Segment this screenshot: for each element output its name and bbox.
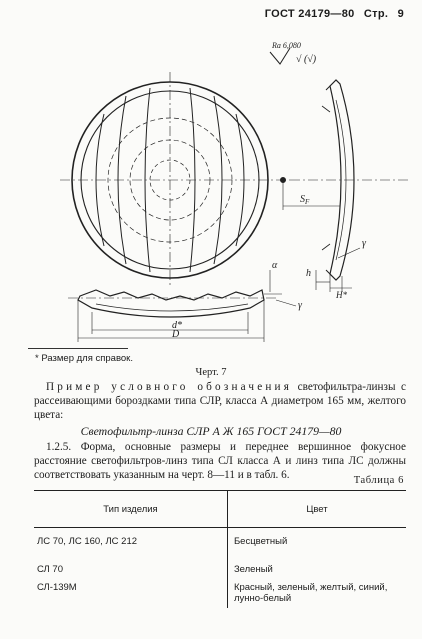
figure-caption: Черт. 7 [195, 367, 227, 378]
dimension-d-star: d* [172, 320, 182, 331]
lens-cross-section [68, 270, 296, 342]
cell-color: Бесцветный [227, 528, 406, 561]
example-designation: Светофильтр-линза СЛР А Ж 165 ГОСТ 24179—80 [80, 424, 342, 438]
roughness-extra: √ (√) [296, 54, 317, 65]
dimension-sf: $S_F$ [300, 194, 310, 206]
table-6 [34, 490, 406, 608]
dimension-h-star: H* [336, 290, 347, 300]
column-header-type: Тип изделия [34, 491, 227, 528]
page-number: 9 [397, 8, 404, 20]
paragraph-1-2-5: 1.2.5. Форма, основные размеры и переднее вершинное фокусное расстояние светофильтров-линз типа СЛ класса А и линз типа ЛС должны соответствовать указанным на черт. 8—11 и в табл. 6. [34, 441, 406, 481]
cell-type: ЛС 70, ЛС 160, ЛС 212 [37, 536, 138, 547]
column-header-color: Цвет [227, 491, 406, 528]
cell-type: СЛ-139М [37, 582, 77, 593]
paragraph-example-rest: светофильтра-линзы с рассеивающими бороздками типа СЛР, класса А диаметром 165 мм, желтого цвета: [34, 381, 407, 421]
roughness-check-icon [270, 48, 290, 64]
roughness-label: Ra 6,080 [272, 41, 301, 50]
paragraph-example [34, 380, 406, 422]
lens-side-view [283, 80, 410, 292]
lens-front-view [60, 72, 290, 288]
table-row [34, 528, 406, 561]
table-header-row [34, 491, 406, 528]
footnote-rule [28, 348, 128, 349]
table-row [34, 560, 406, 578]
angle-gamma: γ [362, 238, 366, 249]
angle-alpha: α [272, 260, 278, 271]
cell-color-line1: Красный, зеленый, желтый, синий, [233, 582, 388, 593]
dimension-h: h [306, 268, 311, 279]
paragraph-example-lead: Пример условного обозначения [46, 381, 293, 393]
table-title: Таблица 6 [353, 475, 404, 486]
cell-color-line2: лунно-белый [233, 593, 292, 604]
cell-color [227, 578, 406, 608]
footnote: * Размер для справок. [35, 353, 133, 364]
cell-type: СЛ 70 [37, 564, 63, 575]
page-label: Стр. [363, 8, 389, 20]
dimension-d-outer: D [172, 329, 180, 340]
standard-number: ГОСТ 24179—80 [264, 8, 355, 20]
angle-gamma-section: γ [298, 300, 302, 311]
cell-color: Зеленый [227, 560, 406, 578]
table-row [34, 578, 406, 608]
